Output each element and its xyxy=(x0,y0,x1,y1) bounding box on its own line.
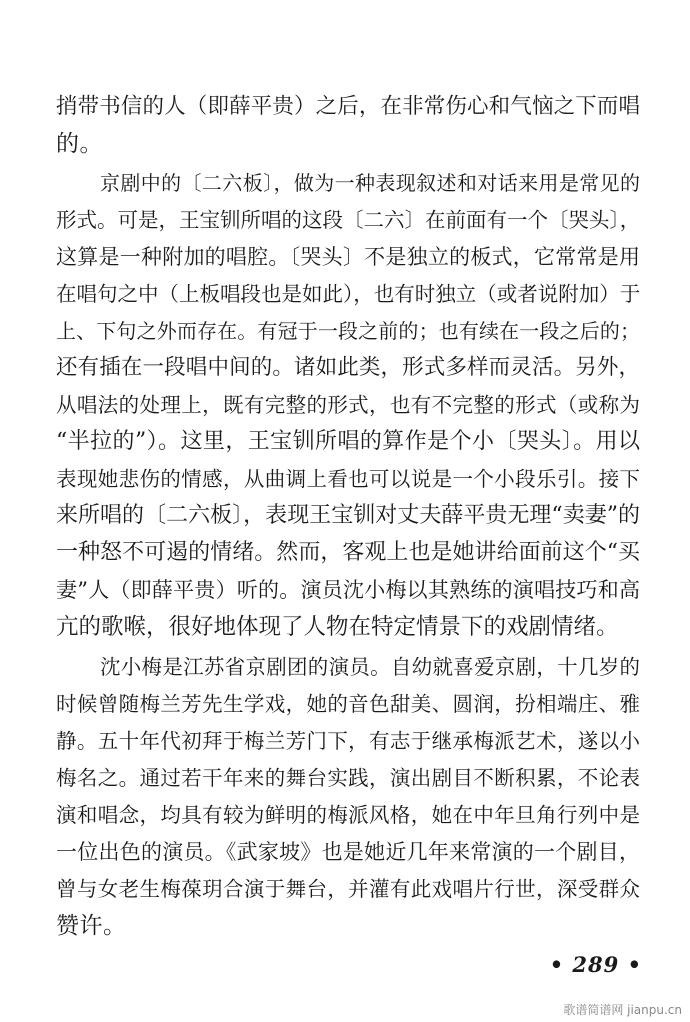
paragraph-1-line-2: 的。 xyxy=(56,131,103,157)
paragraph-2-line-13: 亢的歌喉，很好地体现了人物在特定情景下的戏剧情绪。 xyxy=(56,614,619,640)
paragraph-2-line-9: 表现她悲伤的情感，从曲调上看也可以说是一个小段乐引。接下 xyxy=(56,467,640,491)
paragraph-3-line-6: 一位出色的演员。《武家坡》也是她近几年来常演的一个剧目， xyxy=(56,840,640,864)
paragraph-2-line-7: 从唱法的处理上，既有完整的形式，也有不完整的形式（或称为 xyxy=(56,393,640,417)
paragraph-3-line-7: 曾与女老生梅葆玥合演于舞台，并灌有此戏唱片行世，深受群众 xyxy=(56,877,640,901)
paragraph-3-line-4: 梅名之。通过若干年来的舞台实践，演出剧目不断积累，不论表 xyxy=(56,766,640,790)
paragraph-2-line-12: 妻”人（即薛平贵）听的。演员沈小梅以其熟练的演唱技巧和高 xyxy=(56,578,640,602)
paragraph-2-line-6: 还有插在一段唱中间的。诸如此类，形式多样而灵活。另外， xyxy=(56,355,640,380)
paragraph-2-line-8: “半拉的”）。这里，王宝钏所唱的算作是个小〔哭头〕。用以 xyxy=(56,429,640,454)
paragraph-3-line-8: 赞许。 xyxy=(56,913,127,939)
site-watermark: 歌谱简谱网 jianpu.cn xyxy=(563,1003,682,1017)
paragraph-3-line-1: 沈小梅是江苏省京剧团的演员。自幼就喜爱京剧，十几岁的 xyxy=(100,655,640,679)
paragraph-3-line-2: 时候曾随梅兰芳先生学戏，她的音色甜美、圆润，扮相端庄、雅 xyxy=(56,692,640,716)
paragraph-2-line-3: 这算是一种附加的唱腔。〔哭头〕不是独立的板式，它常常是用 xyxy=(56,245,640,269)
paragraph-2-line-2: 形式。可是，王宝钏所唱的这段〔二六〕在前面有一个〔哭头〕， xyxy=(56,208,641,232)
paragraph-2-line-4: 在唱句之中（上板唱段也是如此），也有时独立（或者说附加）于 xyxy=(56,282,641,306)
paragraph-3-line-5: 演和唱念，均具有较为鲜明的梅派风格，她在中年旦角行列中是 xyxy=(56,803,640,827)
paragraph-2-line-11: 一种怒不可遏的情绪。然而，客观上也是她讲给面前这个“买 xyxy=(56,540,640,565)
paragraph-1-line-1: 捎带书信的人（即薛平贵）之后，在非常伤心和气恼之下而唱 xyxy=(56,94,640,119)
paragraph-3-line-3: 静。五十年代初拜于梅兰芳门下，有志于继承梅派艺术，遂以小 xyxy=(56,729,640,753)
page-number: • 289 • xyxy=(549,952,642,977)
paragraph-2-line-10: 来所唱的〔二六板〕，表现王宝钏对丈夫薛平贵无理“卖妻”的 xyxy=(56,503,640,528)
paragraph-2-line-1: 京剧中的〔二六板〕，做为一种表现叙述和对话来用是常见的 xyxy=(100,171,640,195)
paragraph-2-line-5: 上、下句之外而存在。有冠于一段之前的；也有续在一段之后的； xyxy=(56,319,640,343)
